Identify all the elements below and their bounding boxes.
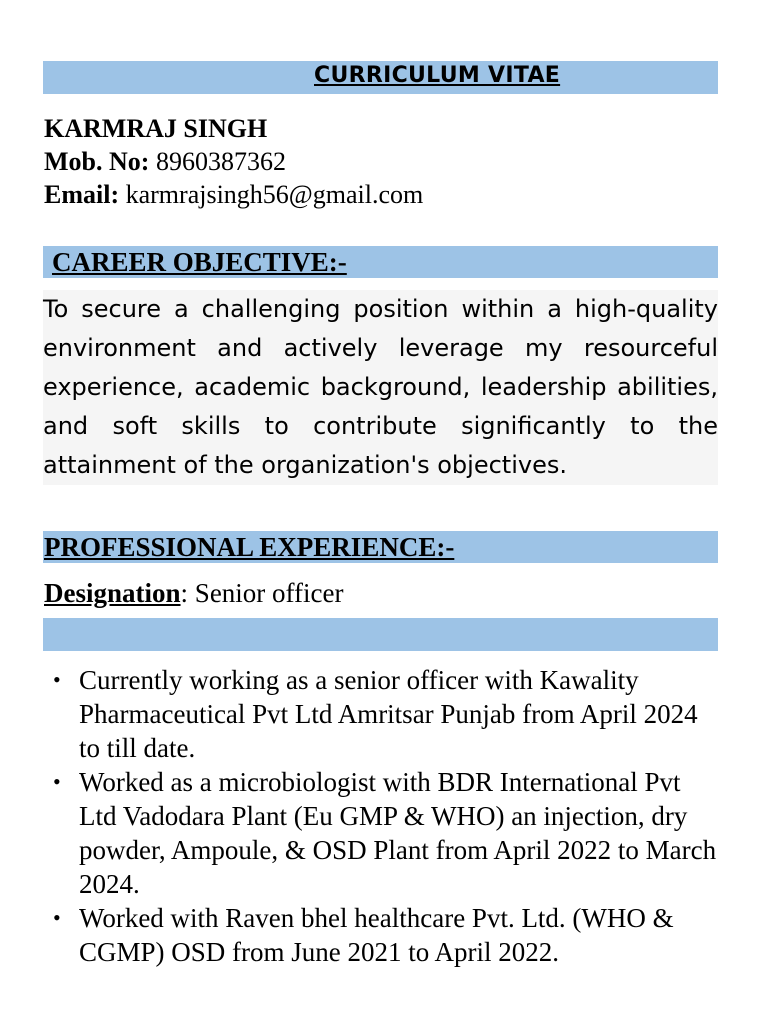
bullet-icon: •	[53, 905, 61, 930]
designation-line	[44, 576, 344, 610]
experience-list	[44, 663, 724, 969]
career-objective-text: To secure a challenging position within a high-quality environment and actively leverage my resourceful experience, academic background, leadership abilities, and soft skills to contribute significantly to the attainment of the organization's objectives.	[43, 290, 718, 485]
career-objective-heading: CAREER OBJECTIVE:-	[52, 247, 347, 277]
experience-banner	[43, 531, 718, 563]
experience-item-text: Worked as a microbiologist with BDR International Pvt Ltd Vadodara Plant (Eu GMP & WHO) an injection, dry powder, Ampoule, & OSD Plant from April 2022 to March 2024.	[79, 767, 717, 899]
career-objective-banner	[43, 246, 718, 278]
bullet-icon: •	[53, 769, 61, 794]
empty-section-banner	[43, 618, 718, 651]
experience-item-text: Worked with Raven bhel healthcare Pvt. Ltd. (WHO & CGMP) OSD from June 2021 to April 2022.	[79, 903, 674, 967]
email-value: karmrajsingh56@gmail.com	[125, 180, 424, 209]
mobile-value: 8960387362	[155, 147, 286, 176]
list-item	[44, 901, 724, 969]
designation-value: Senior officer	[194, 578, 344, 608]
candidate-name: KARMRAJ SINGH	[44, 114, 268, 143]
title-banner	[43, 61, 718, 94]
designation-separator: :	[180, 578, 189, 608]
mobile-label: Mob. No:	[44, 147, 150, 176]
mobile-line	[44, 145, 286, 179]
list-item	[44, 765, 724, 901]
bullet-icon: •	[53, 667, 61, 692]
email-line	[44, 178, 423, 212]
list-item	[44, 663, 724, 765]
document-title: CURRICULUM VITAE	[314, 63, 561, 88]
experience-heading: PROFESSIONAL EXPERIENCE:-	[44, 532, 455, 562]
designation-label: Designation	[44, 578, 181, 608]
experience-item-text: Currently working as a senior officer with Kawality Pharmaceutical Pvt Ltd Amritsar Punjab from April 2024 to till date.	[79, 665, 698, 763]
email-label: Email:	[44, 180, 120, 209]
